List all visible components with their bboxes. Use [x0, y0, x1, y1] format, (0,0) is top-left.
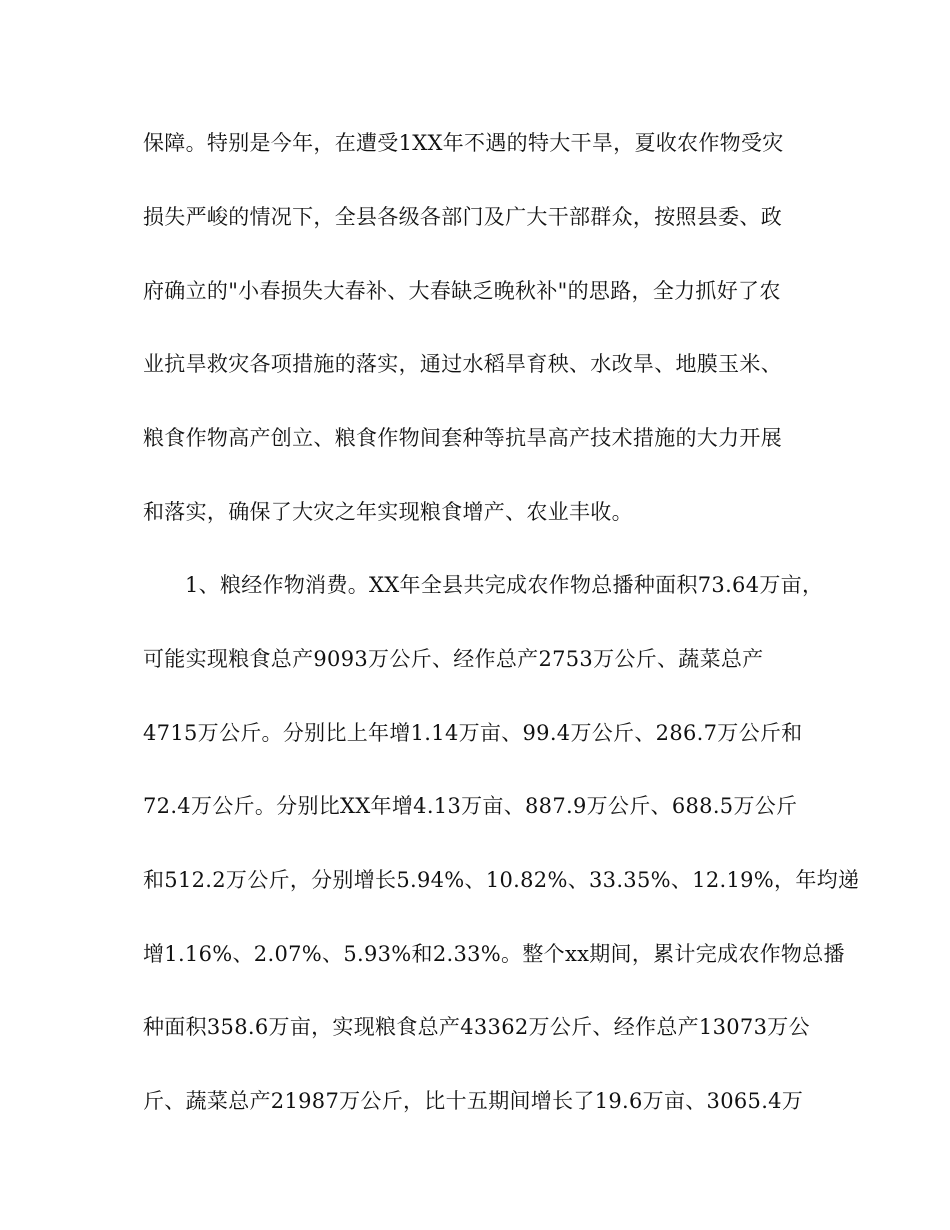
text-line-3: 府确立的"小春损失大春补、大春缺乏晚秋补"的思路，全力抓好了农: [143, 279, 781, 303]
text-line-8: 可能实现粮食总产9093万公斤、经作总产2753万公斤、蔬菜总产: [143, 647, 764, 671]
text-line-9: 4715万公斤。分别比上年增1.14万亩、99.4万公斤、286.7万公斤和: [143, 721, 803, 745]
text-line-1: 保障。特别是今年，在遭受1XX年不遇的特大干旱，夏收农作物受灾: [143, 131, 784, 155]
text-line-12: 增1.16%、2.07%、5.93%和2.33%。整个xx期间，累计完成农作物总播: [143, 942, 845, 966]
text-line-13: 种面积358.6万亩，实现粮食总产43362万公斤、经作总产13073万公: [143, 1015, 810, 1039]
text-line-7-paragraph-start: 1、粮经作物消费。XX年全县共完成农作物总播种面积73.64万亩，: [185, 573, 824, 597]
text-line-4: 业抗旱救灾各项措施的落实，通过水稻旱育秧、水改旱、地膜玉米、: [143, 352, 782, 376]
text-line-14: 斤、蔬菜总产21987万公斤，比十五期间增长了19.6万亩、3065.4万: [143, 1089, 804, 1113]
text-line-10: 72.4万公斤。分别比XX年增4.13万亩、887.9万公斤、688.5万公斤: [143, 794, 798, 818]
text-line-2: 损失严峻的情况下，全县各级各部门及广大干部群众，按照县委、政: [143, 205, 782, 229]
text-line-5: 粮食作物高产创立、粮食作物间套种等抗旱高产技术措施的大力开展: [143, 426, 782, 450]
text-line-11: 和512.2万公斤，分别增长5.94%、10.82%、33.35%、12.19%，年均递: [143, 868, 860, 892]
text-line-6: 和落实，确保了大灾之年实现粮食增产、农业丰收。: [143, 500, 633, 524]
